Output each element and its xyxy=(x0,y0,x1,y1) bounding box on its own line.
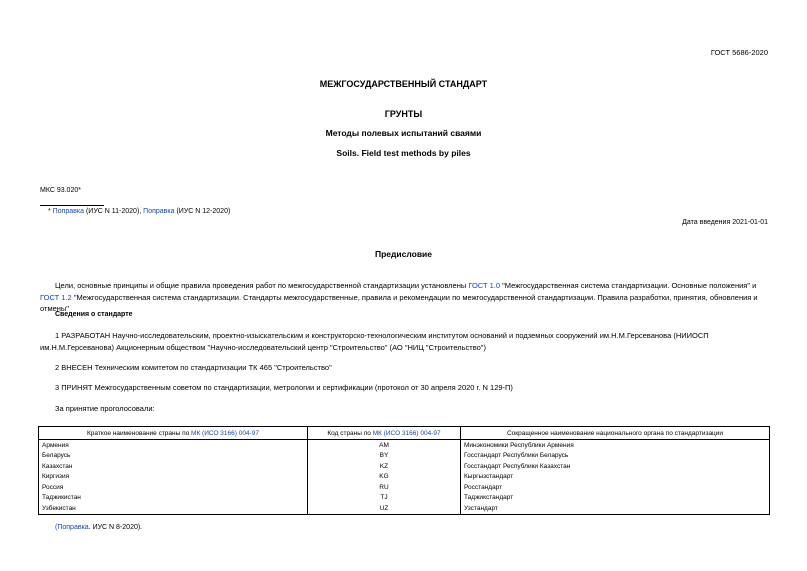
table-row: Россия RU Росстандарт xyxy=(39,482,770,493)
footnote-divider xyxy=(40,205,104,206)
info-item-3: 3 ПРИНЯТ Межгосударственным советом по стандартизации, метрологии и сертификации (протокол от 30 апреля 2020 г. N 129-П) xyxy=(55,383,513,392)
subtitle-ru: Методы полевых испытаний сваями xyxy=(325,128,482,138)
vote-label: За принятие проголосовали: xyxy=(55,404,155,413)
table-row: Таджикистан TJ Таджикстандарт xyxy=(39,493,770,504)
preface-heading: Предисловие xyxy=(374,249,433,259)
preface-paragraph: Цели, основные принципы и общие правила проведения работ по межгосударственной стандартизации установлены ГОСТ 1.0 "Межгосударственная система стандартизации. Основные положения" и ГОСТ 1.2 "Межгосударственная система стандартизации. Стандарты межгосударственные, правила и рекомендации по межгосударственной стандартизации. Правила разработки, принятия, обновления и отмены" xyxy=(40,281,758,313)
standard-type: МЕЖГОСУДАРСТВЕННЫЙ СТАНДАРТ xyxy=(319,79,488,89)
gost-1-2-link[interactable]: ГОСТ 1.2 xyxy=(40,292,72,302)
amendment-link-2[interactable]: Поправка xyxy=(143,208,175,215)
table-row: Киргизия KG Кыргызстандарт xyxy=(39,472,770,483)
subtitle-en: Soils. Field test methods by piles xyxy=(336,148,471,158)
document-title: ГРУНТЫ xyxy=(384,109,423,119)
mks-code: МКС 93.020* xyxy=(40,187,81,194)
gost-1-0-link[interactable]: ГОСТ 1.0 xyxy=(468,281,501,290)
table-row: Казахстан KZ Госстандарт Республики Казахстан xyxy=(39,461,770,472)
mk-iso-link[interactable]: МК (ИСО 3166) 004-97 xyxy=(191,429,259,437)
column-header-country: Краткое наименование страны по МК (ИСО 3166) 004-97 xyxy=(39,427,308,440)
table-row: Узбекистан UZ Узстандарт xyxy=(39,503,770,514)
footnote-amendment-link[interactable]: Поправка xyxy=(57,524,89,531)
amendment-link-1[interactable]: Поправка xyxy=(52,208,85,215)
footnote-amendment: (Поправка. ИУС N 8-2020). xyxy=(55,524,143,531)
column-header-code: Код страны по МК (ИСО 3166) 004-97 xyxy=(308,427,461,440)
info-item-2: 2 ВНЕСЕН Техническим комитетом по стандартизации ТК 465 "Строительство" xyxy=(55,363,332,372)
amendments-line: * Поправка (ИУС N 11-2020), Поправка (ИУС N 12-2020) xyxy=(48,208,231,215)
member-states-table xyxy=(38,426,770,515)
table-row: Беларусь BY Госстандарт Республики Беларусь xyxy=(39,451,770,462)
info-heading: Сведения о стандарте xyxy=(55,311,133,318)
table-row: Армения AM Минэкономики Республики Армения xyxy=(39,440,770,451)
column-header-body: Сокращенное наименование национального органа по стандартизации xyxy=(461,427,770,440)
info-item-1: 1 РАЗРАБОТАН Научно-исследовательским, проектно-изыскательским и конструкторско-технологическим институтом оснований и подземных сооружений им.Н.М.Герсеванова (НИИОСП им.Н.М.Герсеванова) Акционерным обществом "Научно-исследовательский центр "Строительство" (АО "НИЦ "Строительство") xyxy=(40,331,709,352)
mk-iso-link[interactable]: МК (ИСО 3166) 004-97 xyxy=(372,429,441,437)
table-header-row xyxy=(39,427,770,440)
document-id: ГОСТ 5686-2020 xyxy=(710,48,768,57)
effective-date: Дата введения 2021-01-01 xyxy=(682,219,768,226)
